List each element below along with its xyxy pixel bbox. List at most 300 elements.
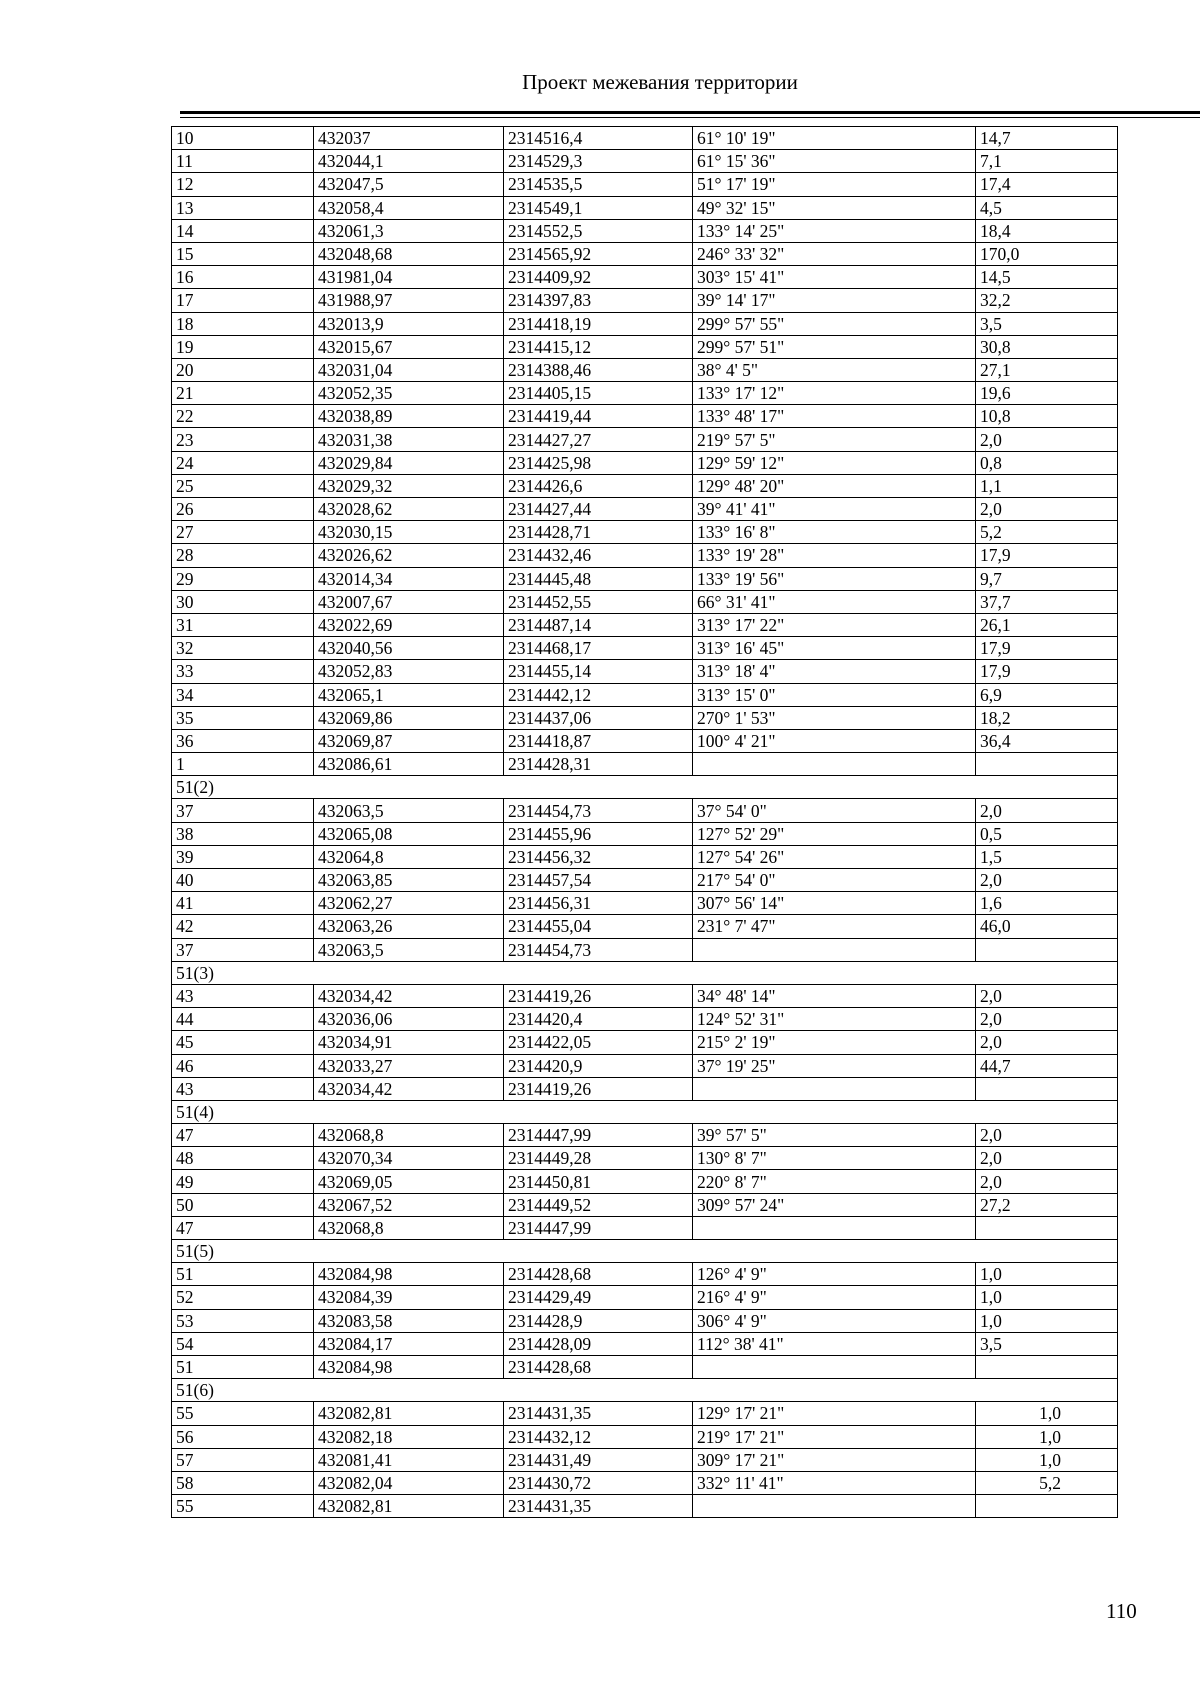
distance-cell: 2,0 [976, 869, 1118, 892]
point-number-cell: 55 [172, 1495, 314, 1518]
x-coordinate-cell: 432065,08 [314, 822, 504, 845]
x-coordinate-cell: 431988,97 [314, 289, 504, 312]
table-row [172, 498, 1118, 521]
x-coordinate-cell: 432069,87 [314, 729, 504, 752]
point-number-cell: 13 [172, 196, 314, 219]
x-coordinate-cell: 432068,8 [314, 1216, 504, 1239]
point-number-cell: 51 [172, 1355, 314, 1378]
y-coordinate-cell: 2314456,31 [504, 892, 693, 915]
table-row [172, 150, 1118, 173]
y-coordinate-cell: 2314420,9 [504, 1054, 693, 1077]
table-row [172, 219, 1118, 242]
direction-angle-cell: 220° 8' 7" [693, 1170, 976, 1193]
point-number-cell: 29 [172, 567, 314, 590]
distance-cell: 14,5 [976, 266, 1118, 289]
table-row [172, 613, 1118, 636]
y-coordinate-cell: 2314454,73 [504, 938, 693, 961]
x-coordinate-cell: 432084,98 [314, 1263, 504, 1286]
distance-cell: 32,2 [976, 289, 1118, 312]
section-label: 51(5) [172, 1240, 1118, 1263]
point-number-cell: 36 [172, 729, 314, 752]
x-coordinate-cell: 432082,81 [314, 1402, 504, 1425]
y-coordinate-cell: 2314455,14 [504, 660, 693, 683]
table-row [172, 242, 1118, 265]
distance-cell: 2,0 [976, 984, 1118, 1007]
point-number-cell: 56 [172, 1425, 314, 1448]
distance-cell: 2,0 [976, 1170, 1118, 1193]
direction-angle-cell: 303° 15' 41" [693, 266, 976, 289]
point-number-cell: 19 [172, 335, 314, 358]
table-row [172, 1216, 1118, 1239]
table-row [172, 428, 1118, 451]
table-row [172, 706, 1118, 729]
point-number-cell: 40 [172, 869, 314, 892]
point-number-cell: 15 [172, 242, 314, 265]
x-coordinate-cell: 432033,27 [314, 1054, 504, 1077]
point-number-cell: 51 [172, 1263, 314, 1286]
direction-angle-cell: 49° 32' 15" [693, 196, 976, 219]
x-coordinate-cell: 432063,85 [314, 869, 504, 892]
point-number-cell: 25 [172, 474, 314, 497]
table-row [172, 799, 1118, 822]
direction-angle-cell: 219° 57' 5" [693, 428, 976, 451]
y-coordinate-cell: 2314452,55 [504, 590, 693, 613]
table-row [172, 451, 1118, 474]
x-coordinate-cell: 432067,52 [314, 1193, 504, 1216]
direction-angle-cell: 100° 4' 21" [693, 729, 976, 752]
section-row [172, 961, 1118, 984]
direction-angle-cell [693, 753, 976, 776]
direction-angle-cell: 216° 4' 9" [693, 1286, 976, 1309]
direction-angle-cell: 133° 16' 8" [693, 521, 976, 544]
x-coordinate-cell: 432084,98 [314, 1355, 504, 1378]
point-number-cell: 38 [172, 822, 314, 845]
x-coordinate-cell: 432061,3 [314, 219, 504, 242]
x-coordinate-cell: 432029,32 [314, 474, 504, 497]
table-row [172, 1402, 1118, 1425]
point-number-cell: 53 [172, 1309, 314, 1332]
y-coordinate-cell: 2314420,4 [504, 1008, 693, 1031]
direction-angle-cell: 299° 57' 55" [693, 312, 976, 335]
table-row [172, 1008, 1118, 1031]
y-coordinate-cell: 2314552,5 [504, 219, 693, 242]
distance-cell: 2,0 [976, 428, 1118, 451]
distance-cell: 1,0 [976, 1286, 1118, 1309]
x-coordinate-cell: 432048,68 [314, 242, 504, 265]
y-coordinate-cell: 2314419,44 [504, 405, 693, 428]
distance-cell: 18,4 [976, 219, 1118, 242]
distance-cell: 1,0 [976, 1263, 1118, 1286]
x-coordinate-cell: 432028,62 [314, 498, 504, 521]
table-row [172, 1309, 1118, 1332]
direction-angle-cell: 307° 56' 14" [693, 892, 976, 915]
point-number-cell: 43 [172, 1077, 314, 1100]
x-coordinate-cell: 432034,42 [314, 1077, 504, 1100]
table-row [172, 405, 1118, 428]
distance-cell [976, 1216, 1118, 1239]
direction-angle-cell: 133° 17' 12" [693, 382, 976, 405]
distance-cell: 5,2 [976, 1471, 1118, 1494]
x-coordinate-cell: 432022,69 [314, 613, 504, 636]
y-coordinate-cell: 2314419,26 [504, 984, 693, 1007]
direction-angle-cell: 38° 4' 5" [693, 358, 976, 381]
header-rule-thick [180, 111, 1200, 114]
y-coordinate-cell: 2314447,99 [504, 1124, 693, 1147]
distance-cell: 1,6 [976, 892, 1118, 915]
point-number-cell: 18 [172, 312, 314, 335]
x-coordinate-cell: 432082,81 [314, 1495, 504, 1518]
x-coordinate-cell: 432031,38 [314, 428, 504, 451]
x-coordinate-cell: 432052,35 [314, 382, 504, 405]
distance-cell: 1,0 [976, 1309, 1118, 1332]
y-coordinate-cell: 2314428,09 [504, 1332, 693, 1355]
x-coordinate-cell: 432083,58 [314, 1309, 504, 1332]
y-coordinate-cell: 2314419,26 [504, 1077, 693, 1100]
x-coordinate-cell: 432086,61 [314, 753, 504, 776]
direction-angle-cell: 270° 1' 53" [693, 706, 976, 729]
distance-cell: 2,0 [976, 1147, 1118, 1170]
table-row [172, 660, 1118, 683]
y-coordinate-cell: 2314432,46 [504, 544, 693, 567]
point-number-cell: 42 [172, 915, 314, 938]
table-row [172, 127, 1118, 150]
x-coordinate-cell: 432040,56 [314, 637, 504, 660]
page-header-title: Проект межевания территории [522, 70, 798, 94]
y-coordinate-cell: 2314405,15 [504, 382, 693, 405]
y-coordinate-cell: 2314442,12 [504, 683, 693, 706]
y-coordinate-cell: 2314422,05 [504, 1031, 693, 1054]
table-row [172, 892, 1118, 915]
direction-angle-cell: 61° 15' 36" [693, 150, 976, 173]
direction-angle-cell: 129° 17' 21" [693, 1402, 976, 1425]
table-row [172, 335, 1118, 358]
y-coordinate-cell: 2314431,35 [504, 1402, 693, 1425]
distance-cell: 14,7 [976, 127, 1118, 150]
x-coordinate-cell: 432038,89 [314, 405, 504, 428]
y-coordinate-cell: 2314450,81 [504, 1170, 693, 1193]
point-number-cell: 20 [172, 358, 314, 381]
table-row [172, 1332, 1118, 1355]
y-coordinate-cell: 2314449,28 [504, 1147, 693, 1170]
point-number-cell: 54 [172, 1332, 314, 1355]
table-row [172, 1054, 1118, 1077]
direction-angle-cell: 39° 41' 41" [693, 498, 976, 521]
table-row [172, 567, 1118, 590]
table-row [172, 984, 1118, 1007]
table-row [172, 869, 1118, 892]
direction-angle-cell: 133° 19' 56" [693, 567, 976, 590]
direction-angle-cell: 246° 33' 32" [693, 242, 976, 265]
table-row [172, 1355, 1118, 1378]
distance-cell: 4,5 [976, 196, 1118, 219]
direction-angle-cell: 124° 52' 31" [693, 1008, 976, 1031]
y-coordinate-cell: 2314428,71 [504, 521, 693, 544]
direction-angle-cell: 309° 17' 21" [693, 1448, 976, 1471]
point-number-cell: 24 [172, 451, 314, 474]
point-number-cell: 43 [172, 984, 314, 1007]
direction-angle-cell: 129° 48' 20" [693, 474, 976, 497]
direction-angle-cell: 219° 17' 21" [693, 1425, 976, 1448]
distance-cell: 2,0 [976, 1124, 1118, 1147]
y-coordinate-cell: 2314447,99 [504, 1216, 693, 1239]
x-coordinate-cell: 432026,62 [314, 544, 504, 567]
y-coordinate-cell: 2314418,87 [504, 729, 693, 752]
y-coordinate-cell: 2314427,44 [504, 498, 693, 521]
point-number-cell: 57 [172, 1448, 314, 1471]
point-number-cell: 47 [172, 1216, 314, 1239]
distance-cell: 46,0 [976, 915, 1118, 938]
x-coordinate-cell: 431981,04 [314, 266, 504, 289]
direction-angle-cell [693, 1077, 976, 1100]
x-coordinate-cell: 432063,5 [314, 938, 504, 961]
distance-cell [976, 1495, 1118, 1518]
table-row [172, 382, 1118, 405]
table-row [172, 312, 1118, 335]
y-coordinate-cell: 2314425,98 [504, 451, 693, 474]
point-number-cell: 41 [172, 892, 314, 915]
distance-cell: 170,0 [976, 242, 1118, 265]
distance-cell: 2,0 [976, 1008, 1118, 1031]
y-coordinate-cell: 2314468,17 [504, 637, 693, 660]
distance-cell: 1,0 [976, 1425, 1118, 1448]
x-coordinate-cell: 432013,9 [314, 312, 504, 335]
x-coordinate-cell: 432034,42 [314, 984, 504, 1007]
section-row [172, 1240, 1118, 1263]
point-number-cell: 14 [172, 219, 314, 242]
point-number-cell: 16 [172, 266, 314, 289]
table-row [172, 753, 1118, 776]
point-number-cell: 11 [172, 150, 314, 173]
direction-angle-cell: 37° 19' 25" [693, 1054, 976, 1077]
point-number-cell: 58 [172, 1471, 314, 1494]
table-row [172, 173, 1118, 196]
point-number-cell: 23 [172, 428, 314, 451]
x-coordinate-cell: 432034,91 [314, 1031, 504, 1054]
table-row [172, 521, 1118, 544]
point-number-cell: 21 [172, 382, 314, 405]
y-coordinate-cell: 2314455,96 [504, 822, 693, 845]
direction-angle-cell: 39° 57' 5" [693, 1124, 976, 1147]
table-row [172, 1425, 1118, 1448]
direction-angle-cell: 112° 38' 41" [693, 1332, 976, 1355]
direction-angle-cell: 309° 57' 24" [693, 1193, 976, 1216]
direction-angle-cell [693, 938, 976, 961]
point-number-cell: 32 [172, 637, 314, 660]
x-coordinate-cell: 432064,8 [314, 845, 504, 868]
table-row [172, 544, 1118, 567]
y-coordinate-cell: 2314437,06 [504, 706, 693, 729]
table-row [172, 729, 1118, 752]
y-coordinate-cell: 2314429,49 [504, 1286, 693, 1309]
x-coordinate-cell: 432084,39 [314, 1286, 504, 1309]
distance-cell: 2,0 [976, 799, 1118, 822]
table-row [172, 1286, 1118, 1309]
section-row [172, 776, 1118, 799]
x-coordinate-cell: 432037 [314, 127, 504, 150]
point-number-cell: 34 [172, 683, 314, 706]
table-row [172, 1170, 1118, 1193]
y-coordinate-cell: 2314516,4 [504, 127, 693, 150]
y-coordinate-cell: 2314428,9 [504, 1309, 693, 1332]
table-row [172, 196, 1118, 219]
point-number-cell: 27 [172, 521, 314, 544]
y-coordinate-cell: 2314529,3 [504, 150, 693, 173]
table-row [172, 358, 1118, 381]
table-row [172, 637, 1118, 660]
distance-cell: 1,5 [976, 845, 1118, 868]
distance-cell [976, 753, 1118, 776]
y-coordinate-cell: 2314549,1 [504, 196, 693, 219]
x-coordinate-cell: 432030,15 [314, 521, 504, 544]
direction-angle-cell: 215° 2' 19" [693, 1031, 976, 1054]
section-label: 51(3) [172, 961, 1118, 984]
point-number-cell: 26 [172, 498, 314, 521]
page-number: 110 [1106, 1599, 1137, 1623]
x-coordinate-cell: 432062,27 [314, 892, 504, 915]
direction-angle-cell: 34° 48' 14" [693, 984, 976, 1007]
table-row [172, 1031, 1118, 1054]
distance-cell: 2,0 [976, 1031, 1118, 1054]
x-coordinate-cell: 432036,06 [314, 1008, 504, 1031]
x-coordinate-cell: 432063,26 [314, 915, 504, 938]
point-number-cell: 10 [172, 127, 314, 150]
direction-angle-cell: 130° 8' 7" [693, 1147, 976, 1170]
point-number-cell: 48 [172, 1147, 314, 1170]
x-coordinate-cell: 432063,5 [314, 799, 504, 822]
distance-cell: 10,8 [976, 405, 1118, 428]
table-row [172, 938, 1118, 961]
y-coordinate-cell: 2314397,83 [504, 289, 693, 312]
point-number-cell: 52 [172, 1286, 314, 1309]
direction-angle-cell: 306° 4' 9" [693, 1309, 976, 1332]
direction-angle-cell: 332° 11' 41" [693, 1471, 976, 1494]
distance-cell: 9,7 [976, 567, 1118, 590]
table-row [172, 822, 1118, 845]
point-number-cell: 33 [172, 660, 314, 683]
y-coordinate-cell: 2314388,46 [504, 358, 693, 381]
direction-angle-cell: 313° 15' 0" [693, 683, 976, 706]
x-coordinate-cell: 432047,5 [314, 173, 504, 196]
x-coordinate-cell: 432070,34 [314, 1147, 504, 1170]
table-row [172, 1263, 1118, 1286]
y-coordinate-cell: 2314455,04 [504, 915, 693, 938]
point-number-cell: 50 [172, 1193, 314, 1216]
table-row [172, 590, 1118, 613]
y-coordinate-cell: 2314418,19 [504, 312, 693, 335]
direction-angle-cell [693, 1355, 976, 1378]
section-row [172, 1379, 1118, 1402]
direction-angle-cell: 39° 14' 17" [693, 289, 976, 312]
distance-cell [976, 1077, 1118, 1100]
table-row [172, 289, 1118, 312]
direction-angle-cell: 133° 48' 17" [693, 405, 976, 428]
y-coordinate-cell: 2314565,92 [504, 242, 693, 265]
point-number-cell: 44 [172, 1008, 314, 1031]
point-number-cell: 39 [172, 845, 314, 868]
distance-cell: 18,2 [976, 706, 1118, 729]
point-number-cell: 49 [172, 1170, 314, 1193]
section-label: 51(6) [172, 1379, 1118, 1402]
distance-cell: 3,5 [976, 1332, 1118, 1355]
distance-cell: 6,9 [976, 683, 1118, 706]
direction-angle-cell: 133° 14' 25" [693, 219, 976, 242]
direction-angle-cell: 133° 19' 28" [693, 544, 976, 567]
distance-cell: 17,9 [976, 544, 1118, 567]
direction-angle-cell: 129° 59' 12" [693, 451, 976, 474]
table-row [172, 266, 1118, 289]
direction-angle-cell: 217° 54' 0" [693, 869, 976, 892]
y-coordinate-cell: 2314487,14 [504, 613, 693, 636]
y-coordinate-cell: 2314428,68 [504, 1355, 693, 1378]
y-coordinate-cell: 2314428,68 [504, 1263, 693, 1286]
distance-cell: 37,7 [976, 590, 1118, 613]
direction-angle-cell: 231° 7' 47" [693, 915, 976, 938]
x-coordinate-cell: 432015,67 [314, 335, 504, 358]
point-number-cell: 46 [172, 1054, 314, 1077]
distance-cell: 36,4 [976, 729, 1118, 752]
y-coordinate-cell: 2314426,6 [504, 474, 693, 497]
y-coordinate-cell: 2314454,73 [504, 799, 693, 822]
direction-angle-cell: 37° 54' 0" [693, 799, 976, 822]
y-coordinate-cell: 2314415,12 [504, 335, 693, 358]
point-number-cell: 28 [172, 544, 314, 567]
x-coordinate-cell: 432081,41 [314, 1448, 504, 1471]
section-row [172, 1100, 1118, 1123]
direction-angle-cell: 127° 54' 26" [693, 845, 976, 868]
x-coordinate-cell: 432082,18 [314, 1425, 504, 1448]
point-number-cell: 30 [172, 590, 314, 613]
y-coordinate-cell: 2314409,92 [504, 266, 693, 289]
y-coordinate-cell: 2314456,32 [504, 845, 693, 868]
header-rule-thin [180, 117, 1200, 118]
x-coordinate-cell: 432031,04 [314, 358, 504, 381]
point-number-cell: 47 [172, 1124, 314, 1147]
point-number-cell: 17 [172, 289, 314, 312]
y-coordinate-cell: 2314449,52 [504, 1193, 693, 1216]
direction-angle-cell: 313° 17' 22" [693, 613, 976, 636]
y-coordinate-cell: 2314535,5 [504, 173, 693, 196]
point-number-cell: 22 [172, 405, 314, 428]
distance-cell: 26,1 [976, 613, 1118, 636]
point-number-cell: 35 [172, 706, 314, 729]
distance-cell: 17,4 [976, 173, 1118, 196]
distance-cell: 30,8 [976, 335, 1118, 358]
x-coordinate-cell: 432014,34 [314, 567, 504, 590]
x-coordinate-cell: 432084,17 [314, 1332, 504, 1355]
x-coordinate-cell: 432029,84 [314, 451, 504, 474]
distance-cell [976, 1355, 1118, 1378]
x-coordinate-cell: 432069,86 [314, 706, 504, 729]
table-row [172, 683, 1118, 706]
point-number-cell: 1 [172, 753, 314, 776]
point-number-cell: 37 [172, 938, 314, 961]
y-coordinate-cell: 2314428,31 [504, 753, 693, 776]
x-coordinate-cell: 432082,04 [314, 1471, 504, 1494]
distance-cell: 27,2 [976, 1193, 1118, 1216]
distance-cell: 7,1 [976, 150, 1118, 173]
distance-cell: 27,1 [976, 358, 1118, 381]
distance-cell [976, 938, 1118, 961]
distance-cell: 17,9 [976, 660, 1118, 683]
direction-angle-cell [693, 1495, 976, 1518]
direction-angle-cell: 126° 4' 9" [693, 1263, 976, 1286]
direction-angle-cell: 299° 57' 51" [693, 335, 976, 358]
direction-angle-cell [693, 1216, 976, 1239]
distance-cell: 19,6 [976, 382, 1118, 405]
distance-cell: 1,0 [976, 1448, 1118, 1471]
point-number-cell: 37 [172, 799, 314, 822]
section-label: 51(4) [172, 1100, 1118, 1123]
